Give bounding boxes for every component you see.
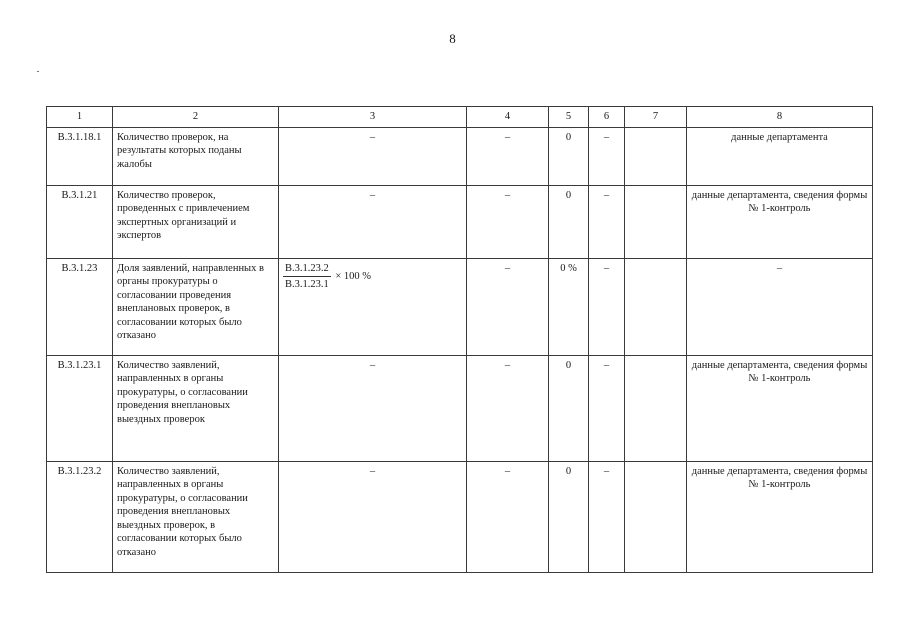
table-row xyxy=(47,258,873,355)
table-row xyxy=(47,355,873,461)
data-source: данные департамента, сведения формы № 1-контроль xyxy=(687,461,873,572)
table-row xyxy=(47,461,873,572)
indicator-code: В.3.1.23.2 xyxy=(47,461,113,572)
scan-speck xyxy=(37,71,39,72)
indicator-name: Количество проверок, проведенных с привлечением экспертных организаций и экспертов xyxy=(113,185,279,258)
formula-fraction xyxy=(283,262,331,292)
cell-col4: – xyxy=(467,461,549,572)
indicators-table xyxy=(46,106,873,573)
indicator-formula: – xyxy=(279,127,467,185)
table-row xyxy=(47,127,873,185)
column-header: 7 xyxy=(625,107,687,128)
cell-col6: – xyxy=(589,185,625,258)
cell-col6: – xyxy=(589,127,625,185)
cell-col5: 0 xyxy=(549,127,589,185)
page-number: 8 xyxy=(449,31,456,46)
cell-col5: 0 xyxy=(549,461,589,572)
indicator-formula xyxy=(279,258,467,355)
column-header: 8 xyxy=(687,107,873,128)
indicator-code: В.3.1.23 xyxy=(47,258,113,355)
cell-col4: – xyxy=(467,258,549,355)
cell-col7 xyxy=(625,185,687,258)
cell-col4: – xyxy=(467,127,549,185)
indicator-formula: – xyxy=(279,355,467,461)
indicator-name: Доля заявлений, направленных в органы прокуратуры о согласовании проведения внеплановых проверок, в согласовании которых было отказано xyxy=(113,258,279,355)
indicator-formula: – xyxy=(279,185,467,258)
cell-col7 xyxy=(625,127,687,185)
cell-col6: – xyxy=(589,258,625,355)
formula-denominator: В.3.1.23.1 xyxy=(285,279,329,290)
indicator-name: Количество заявлений, направленных в органы прокуратуры, о согласовании проведения внеплановых выездных проверок, в согласовании которых было отказано xyxy=(113,461,279,572)
indicator-name: Количество проверок, на результаты которых поданы жалобы xyxy=(113,127,279,185)
indicator-name: Количество заявлений, направленных в органы прокуратуры, о согласовании проведения внеплановых выездных проверок xyxy=(113,355,279,461)
column-header: 1 xyxy=(47,107,113,128)
indicator-code: В.3.1.23.1 xyxy=(47,355,113,461)
indicator-code: В.3.1.21 xyxy=(47,185,113,258)
formula-multiplier: × 100 % xyxy=(335,270,372,282)
cell-col7 xyxy=(625,258,687,355)
column-header: 5 xyxy=(549,107,589,128)
data-source: данные департамента xyxy=(687,127,873,185)
data-source: данные департамента, сведения формы № 1-контроль xyxy=(687,355,873,461)
formula-numerator: В.3.1.23.2 xyxy=(283,262,331,278)
column-header: 2 xyxy=(113,107,279,128)
header-row xyxy=(47,107,873,128)
indicator-code: В.3.1.18.1 xyxy=(47,127,113,185)
data-source: данные департамента, сведения формы № 1-контроль xyxy=(687,185,873,258)
cell-col7 xyxy=(625,461,687,572)
cell-col4: – xyxy=(467,185,549,258)
column-header: 4 xyxy=(467,107,549,128)
cell-col5: 0 xyxy=(549,185,589,258)
cell-col7 xyxy=(625,355,687,461)
indicator-formula: – xyxy=(279,461,467,572)
cell-col4: – xyxy=(467,355,549,461)
table-row xyxy=(47,185,873,258)
data-source: – xyxy=(687,258,873,355)
cell-col6: – xyxy=(589,461,625,572)
cell-col5: 0 xyxy=(549,355,589,461)
column-header: 3 xyxy=(279,107,467,128)
cell-col6: – xyxy=(589,355,625,461)
cell-col5: 0 % xyxy=(549,258,589,355)
column-header: 6 xyxy=(589,107,625,128)
